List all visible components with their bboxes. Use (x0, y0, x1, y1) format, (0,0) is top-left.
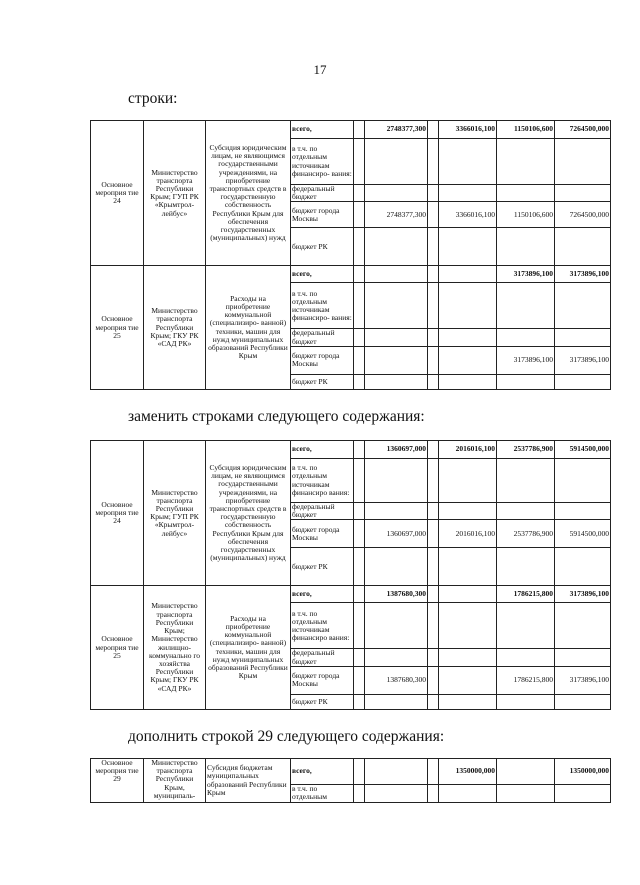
value-cell: 1387680,300 (365, 666, 428, 694)
sources-label: в т.ч. по отдельным источникам финансиро- вания: (291, 283, 354, 329)
rk-budget-label: бюджет РК (291, 228, 354, 266)
value-cell: 1150106,600 (497, 121, 555, 139)
row-description: Субсидия бюджетам муниципальных образований Республики Крым (206, 759, 291, 803)
rk-budget-label: бюджет РК (291, 694, 354, 709)
moscow-label: бюджет города Москвы (291, 520, 354, 548)
value-cell: 2016016,100 (439, 520, 497, 548)
value-cell: 1786215,800 (497, 586, 555, 603)
value-cell: 3173896,100 (555, 346, 611, 374)
value-cell: 3173896,100 (555, 586, 611, 603)
row-name: Основное мероприя тие 24 (91, 121, 144, 266)
value-cell: 2748377,300 (365, 202, 428, 228)
federal-label: федеральный бюджет (291, 649, 354, 666)
row-executor: Министерство транспорта Республики Крым; Министерство жилищно- коммунально го хозяйства Республики Крым; ГКУ РК «САД РК» (144, 586, 206, 709)
value-cell: 3366016,100 (439, 202, 497, 228)
row-name: Основное мероприя тие 29 (91, 759, 144, 803)
total-label: всего, (291, 266, 354, 283)
total-label: всего, (291, 759, 354, 785)
table-replacement-rows (90, 440, 611, 710)
value-cell: 2537786,900 (497, 520, 555, 548)
value-cell: 2537786,900 (497, 441, 555, 459)
value-cell: 3366016,100 (439, 121, 497, 139)
value-cell: 1150106,600 (497, 202, 555, 228)
value-cell: 5914500,000 (555, 520, 611, 548)
rk-budget-label: бюджет РК (291, 374, 354, 389)
page-number: 17 (313, 62, 327, 77)
value-cell: 1387680,300 (365, 586, 428, 603)
table-row (91, 586, 611, 603)
federal-label: федеральный бюджет (291, 503, 354, 520)
sources-label: в т.ч. по отдельным источникам финансиро вания: (291, 459, 354, 503)
value-cell: 2748377,300 (365, 121, 428, 139)
table-original-rows (90, 120, 611, 390)
value-cell: 2016016,100 (439, 441, 497, 459)
row-name: Основное мероприя тие 24 (91, 441, 144, 586)
moscow-label: бюджет города Москвы (291, 666, 354, 694)
heading-append: дополнить строкой 29 следующего содержания: (128, 728, 445, 745)
row-description: Расходы на приобретение коммунальной (специализиро- ванной) техники, машин для нужд муниципальных образований Республики Крым (206, 586, 291, 709)
value-cell: 3173896,100 (497, 266, 555, 283)
value-cell: 1360697,000 (365, 520, 428, 548)
row-executor: Министерство транспорта Республики Крым; ГУП РК «Крымтрол- лейбус» (144, 441, 206, 586)
total-label: всего, (291, 586, 354, 603)
row-description: Субсидия юридическим лицам, не являющимся государственными учреждениями, на приобретение транспортных средств в государственную собственность Республики Крым для обеспечения государственных (муниципальных) нужд (206, 121, 291, 266)
table-appended-row (90, 758, 611, 803)
row-description: Субсидия юридическим лицам, не являющимся государственными учреждениями, на приобретение транспортных средств в государственную собственность Республики Крым для обеспечения государственных (муниципальных) нужд (206, 441, 291, 586)
rk-budget-label: бюджет РК (291, 548, 354, 586)
total-label: всего, (291, 441, 354, 459)
value-cell: 3173896,100 (555, 266, 611, 283)
table-row (91, 121, 611, 139)
value-cell: 1360697,000 (365, 441, 428, 459)
value-cell: 3173896,100 (555, 666, 611, 694)
table-row (91, 266, 611, 283)
federal-label: федеральный бюджет (291, 185, 354, 202)
heading-strings: строки: (128, 90, 178, 107)
row-executor: Министерство транспорта Республики Крым; ГКУ РК «САД РК» (144, 266, 206, 389)
row-executor: Министерство транспорта Республики Крым; ГУП РК «Крымтрол- лейбус» (144, 121, 206, 266)
row-name: Основное мероприя тие 25 (91, 266, 144, 389)
sources-label: в т.ч. по отдельным источникам финансиро вания: (291, 603, 354, 649)
federal-label: федеральный бюджет (291, 329, 354, 346)
value-cell: 3173896,100 (497, 346, 555, 374)
value-cell: 1786215,800 (497, 666, 555, 694)
table-row (91, 759, 611, 785)
row-description: Расходы на приобретение коммунальной (специализиро- ванной) техники, машин для нужд муниципальных образований Республики Крым (206, 266, 291, 389)
row-executor: Министерство транспорта Республики Крым, муниципаль- (144, 759, 206, 803)
sources-label: в т.ч. по отдельным (291, 785, 354, 803)
value-cell: 7264500,000 (555, 121, 611, 139)
sources-label: в т.ч. по отдельным источникам финансиро- вания: (291, 139, 354, 185)
heading-replace: заменить строками следующего содержания: (128, 408, 425, 425)
value-cell: 5914500,000 (555, 441, 611, 459)
moscow-label: бюджет города Москвы (291, 202, 354, 228)
moscow-label: бюджет города Москвы (291, 346, 354, 374)
table-row (91, 441, 611, 459)
row-name: Основное мероприя тие 25 (91, 586, 144, 709)
value-cell: 1350000,000 (555, 759, 611, 785)
value-cell: 7264500,000 (555, 202, 611, 228)
value-cell: 1350000,000 (439, 759, 497, 785)
total-label: всего, (291, 121, 354, 139)
